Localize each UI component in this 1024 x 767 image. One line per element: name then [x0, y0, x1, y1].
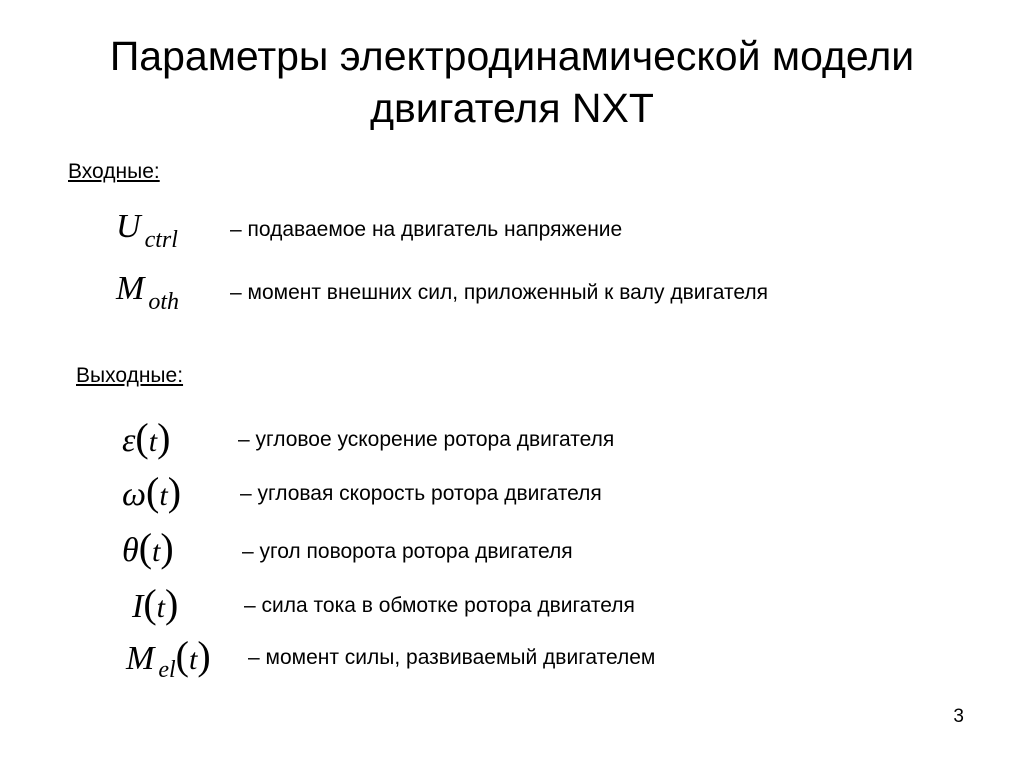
- formula-argument: t: [152, 535, 161, 568]
- input-description-voltage: – подаваемое на двигатель напряжение: [230, 218, 623, 241]
- formula-symbol: I: [132, 588, 144, 625]
- formula-argument: t: [188, 643, 198, 676]
- output-description-current: – сила тока в обмотке ротора двигателя: [244, 594, 635, 617]
- formula-u-ctrl: [116, 208, 178, 253]
- formula-m-oth: [116, 270, 179, 315]
- inputs-label: Входные:: [68, 160, 160, 183]
- formula-argument: t: [148, 425, 158, 458]
- slide-title-line-2: двигателя NXT: [370, 85, 654, 131]
- formula-symbol: ω: [122, 476, 147, 513]
- formula-subscript: ctrl: [144, 227, 178, 253]
- formula-epsilon-t: ε(t): [122, 415, 171, 460]
- formula-symbol: M: [116, 270, 145, 307]
- formula-argument: t: [159, 479, 168, 512]
- output-description-motor-torque: – момент силы, развиваемый двигателем: [248, 646, 656, 669]
- formula-symbol: ε: [122, 422, 136, 459]
- formula-omega-t: ω(t): [122, 469, 182, 514]
- formula-subscript: el: [158, 657, 176, 683]
- formula-argument: t: [156, 591, 165, 624]
- slide-title-line-1: Параметры электродинамической модели: [109, 33, 915, 79]
- formula-subscript: oth: [148, 289, 179, 315]
- formula-symbol: M: [126, 640, 155, 677]
- input-description-external-torque: – момент внешних сил, приложенный к валу двигателя: [230, 281, 768, 304]
- output-description-rotation-angle: – угол поворота ротора двигателя: [242, 540, 573, 563]
- outputs-label: Выходные:: [76, 364, 184, 387]
- formula-symbol: U: [116, 208, 141, 245]
- output-description-angular-velocity: – угловая скорость ротора двигателя: [240, 482, 602, 505]
- formula-theta-t: θ(t): [122, 525, 174, 570]
- formula-symbol: θ: [122, 532, 139, 569]
- page-number: 3: [953, 706, 964, 727]
- slide-title: [40, 30, 984, 134]
- output-description-angular-acceleration: – угловое ускорение ротора двигателя: [238, 428, 615, 451]
- formula-m-el-t: M el(t): [126, 633, 211, 683]
- formula-i-t: I(t): [132, 581, 179, 626]
